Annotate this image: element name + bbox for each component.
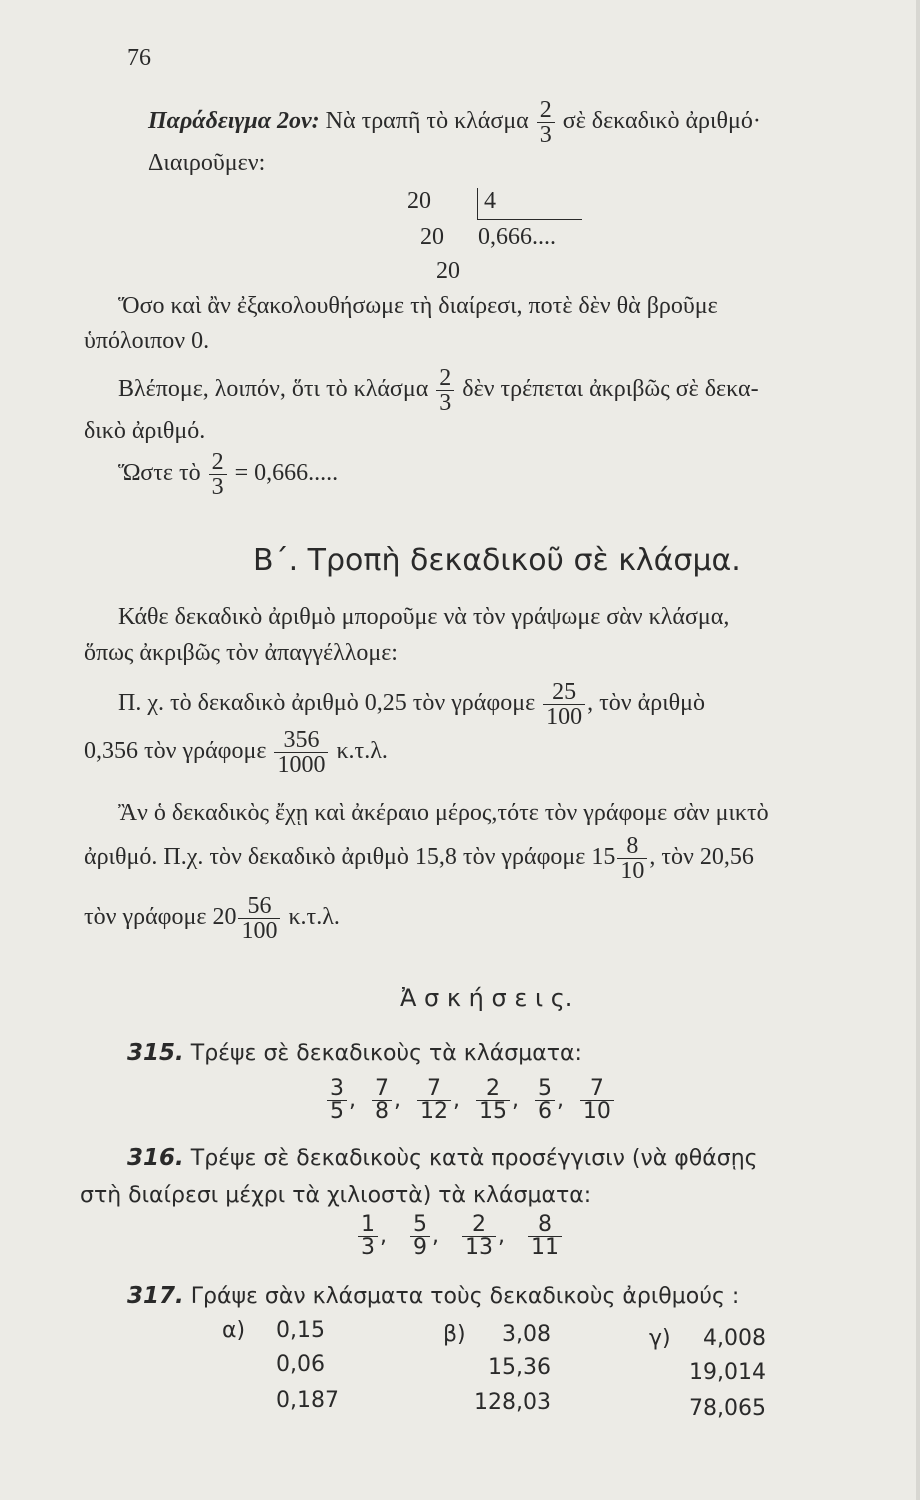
fraction-numerator: 25 <box>552 679 577 705</box>
exercise-315-fractions: $\frac{3}{5}$ , $\frac{7}{8}$ , $\frac{7}{12}$ , $\frac{2}{15}$ , $\frac{5}{6}$ , $\frac{7}{10}$ <box>325 1078 616 1123</box>
text: Π. χ. τὸ δεκαδικὸ ἀριθμὸ 0,25 τὸν γράφομε <box>118 690 536 717</box>
fraction <box>372 1078 392 1123</box>
division-quotient: 0,666.... <box>478 224 556 250</box>
section-heading: Β΄. Τροπὴ δεκαδικοῦ σὲ κλάσμα. <box>253 543 741 578</box>
paragraph-line: δικὸ ἀριθμό. <box>84 418 206 444</box>
fraction-numerator: 2 <box>485 1076 500 1101</box>
division-remainder-1: 20 <box>407 188 431 214</box>
paragraph-line: Ἂν ὁ δεκαδικὸς ἔχῃ καὶ ἀκέραιο μέρος,τότε τὸν γράφομε σὰν μικτὸ <box>118 800 769 826</box>
fraction-numerator: 8 <box>537 1212 552 1237</box>
paragraph-line <box>118 680 705 729</box>
fraction-numerator: 5 <box>537 1076 552 1101</box>
text: = 0,666..... <box>234 460 339 487</box>
fraction-denominator: 12 <box>417 1100 451 1123</box>
exercise-text: Γράψε σὰν κλάσματα τοὺς δεκαδικοὺς ἀριθμούς : <box>190 1284 740 1309</box>
fraction-numerator: 2 <box>471 1212 486 1237</box>
text: Ὥστε τὸ <box>118 460 201 487</box>
division-vertical-line <box>477 188 478 220</box>
column-label: β) <box>443 1322 466 1347</box>
example-label: Παράδειγμα 2ον: <box>148 108 320 135</box>
fraction <box>209 450 227 499</box>
text: Βλέπομε, λοιπόν, ὅτι τὸ κλάσμα <box>118 376 429 403</box>
fraction-denominator: 3 <box>358 1236 378 1259</box>
fraction-denominator: 100 <box>543 704 585 729</box>
text: κ.τ.λ. <box>336 738 388 765</box>
example-text-a: Νὰ τραπῆ τὸ κλάσμα <box>325 108 529 135</box>
decimal-value: 78,065 <box>689 1396 766 1421</box>
text: ἀριθμό. Π.χ. τὸν δεκαδικὸ ἀριθμὸ 15,8 τὸν γράφομε 15 <box>84 844 616 871</box>
exercise-316-fractions: $\frac{1}{3}$ , $\frac{5}{9}$ , $\frac{2}{13}$ , $\frac{8}{11}$ <box>356 1214 564 1259</box>
text: , τὸν 20,56 <box>649 844 754 871</box>
decimal-value: 0,15 <box>276 1318 325 1343</box>
text: 0,356 τὸν γράφομε <box>84 738 267 765</box>
divide-intro: Διαιροῦμεν: <box>148 150 266 176</box>
fraction-denominator: 5 <box>327 1100 347 1123</box>
exercise-317 <box>127 1283 739 1309</box>
paragraph-line: ὑπόλοιπον 0. <box>84 328 210 354</box>
decimal-value: 0,06 <box>276 1352 325 1377</box>
paragraph-line: ὅπως ἀκριβῶς τὸν ἀπαγγέλλομε: <box>84 640 398 666</box>
fraction-numerator: 56 <box>247 893 272 919</box>
division-horizontal-line <box>477 219 582 220</box>
fraction <box>476 1078 510 1123</box>
fraction-denominator: 11 <box>528 1236 562 1259</box>
fraction-denominator: 1000 <box>274 752 328 777</box>
fraction <box>274 728 328 777</box>
example-2-line <box>148 98 761 147</box>
fraction <box>436 366 454 415</box>
fraction-numerator: 5 <box>412 1212 427 1237</box>
paragraph-line: Κάθε δεκαδικὸ ἀριθμὸ μποροῦμε νὰ τὸν γράψωμε σὰν κλάσμα, <box>118 604 730 630</box>
decimal-value: 19,014 <box>689 1360 766 1385</box>
fraction-numerator: 2 <box>539 97 552 123</box>
paragraph-line <box>84 834 754 883</box>
fraction <box>528 1214 562 1259</box>
division-remainder-2: 20 <box>420 224 444 250</box>
fraction-numerator: 1 <box>361 1212 375 1237</box>
exercise-text: Τρέψε σὲ δεκαδικοὺς τὰ κλάσματα: <box>190 1041 582 1066</box>
fraction-numerator: 2 <box>211 449 224 475</box>
fraction-denominator: 3 <box>209 474 227 499</box>
decimal-value: 4,008 <box>703 1326 766 1351</box>
fraction <box>580 1078 614 1123</box>
division-divisor: 4 <box>484 188 496 214</box>
column-label: α) <box>222 1318 246 1343</box>
fraction-denominator: 10 <box>580 1100 614 1123</box>
fraction-numerator: 8 <box>626 833 639 859</box>
fraction <box>462 1214 496 1259</box>
fraction <box>535 1078 555 1123</box>
fraction-denominator: 100 <box>238 918 280 943</box>
decimal-value: 15,36 <box>488 1355 551 1380</box>
fraction-numerator: 3 <box>330 1076 344 1101</box>
paragraph-line <box>84 728 388 777</box>
column-label: γ) <box>649 1326 671 1351</box>
fraction <box>543 680 585 729</box>
fraction-numerator: 356 <box>283 727 320 753</box>
text: , τὸν ἀριθμὸ <box>587 690 706 717</box>
paragraph-line <box>84 894 340 943</box>
fraction <box>358 1214 378 1259</box>
text: τὸν γράφομε 20 <box>84 904 237 931</box>
exercise-number: 317. <box>127 1283 184 1309</box>
fraction-denominator: 3 <box>537 122 555 147</box>
paragraph-line: Ὅσο καὶ ἂν ἐξακολουθήσωμε τὴ διαίρεσι, ποτὲ δὲν θὰ βροῦμε <box>118 293 718 319</box>
page-number: 76 <box>127 45 151 71</box>
fraction-denominator: 3 <box>436 390 454 415</box>
fraction-numerator: 7 <box>374 1076 389 1101</box>
fraction-denominator: 15 <box>476 1100 510 1123</box>
exercise-number: 316. <box>127 1145 184 1171</box>
division-remainder-3: 20 <box>436 258 460 284</box>
fraction-denominator: 10 <box>617 858 647 883</box>
fraction-numerator: 7 <box>589 1076 604 1101</box>
fraction <box>537 98 555 147</box>
exercise-text: Τρέψε σὲ δεκαδικοὺς κατὰ προσέγγισιν (νὰ φθάσῃς <box>190 1146 758 1171</box>
paragraph-line <box>118 450 338 499</box>
fraction <box>417 1078 451 1123</box>
fraction <box>327 1078 347 1123</box>
text: κ.τ.λ. <box>288 904 340 931</box>
fraction-denominator: 6 <box>535 1100 555 1123</box>
decimal-value: 3,08 <box>502 1322 551 1347</box>
page-edge <box>916 0 920 1500</box>
exercises-heading: Ἀ σ κ ή σ ε ι ς. <box>400 984 573 1012</box>
fraction-denominator: 9 <box>410 1236 430 1259</box>
text: δὲν τρέπεται ἀκριβῶς σὲ δεκα- <box>462 376 759 403</box>
exercise-316 <box>127 1145 758 1171</box>
fraction-denominator: 8 <box>372 1100 392 1123</box>
fraction <box>238 894 280 943</box>
exercise-text: στὴ διαίρεσι μέχρι τὰ χιλιοστὰ) τὰ κλάσματα: <box>80 1183 592 1208</box>
fraction-denominator: 13 <box>462 1236 496 1259</box>
fraction <box>410 1214 430 1259</box>
exercise-315 <box>127 1040 582 1066</box>
fraction <box>617 834 647 883</box>
fraction-numerator: 2 <box>439 365 452 391</box>
decimal-value: 128,03 <box>474 1390 551 1415</box>
example-text-b: σὲ δεκαδικὸ ἀριθμό· <box>562 108 761 135</box>
exercise-number: 315. <box>127 1040 184 1066</box>
decimal-value: 0,187 <box>276 1388 339 1413</box>
paragraph-line <box>118 366 759 415</box>
fraction-numerator: 7 <box>426 1076 441 1101</box>
